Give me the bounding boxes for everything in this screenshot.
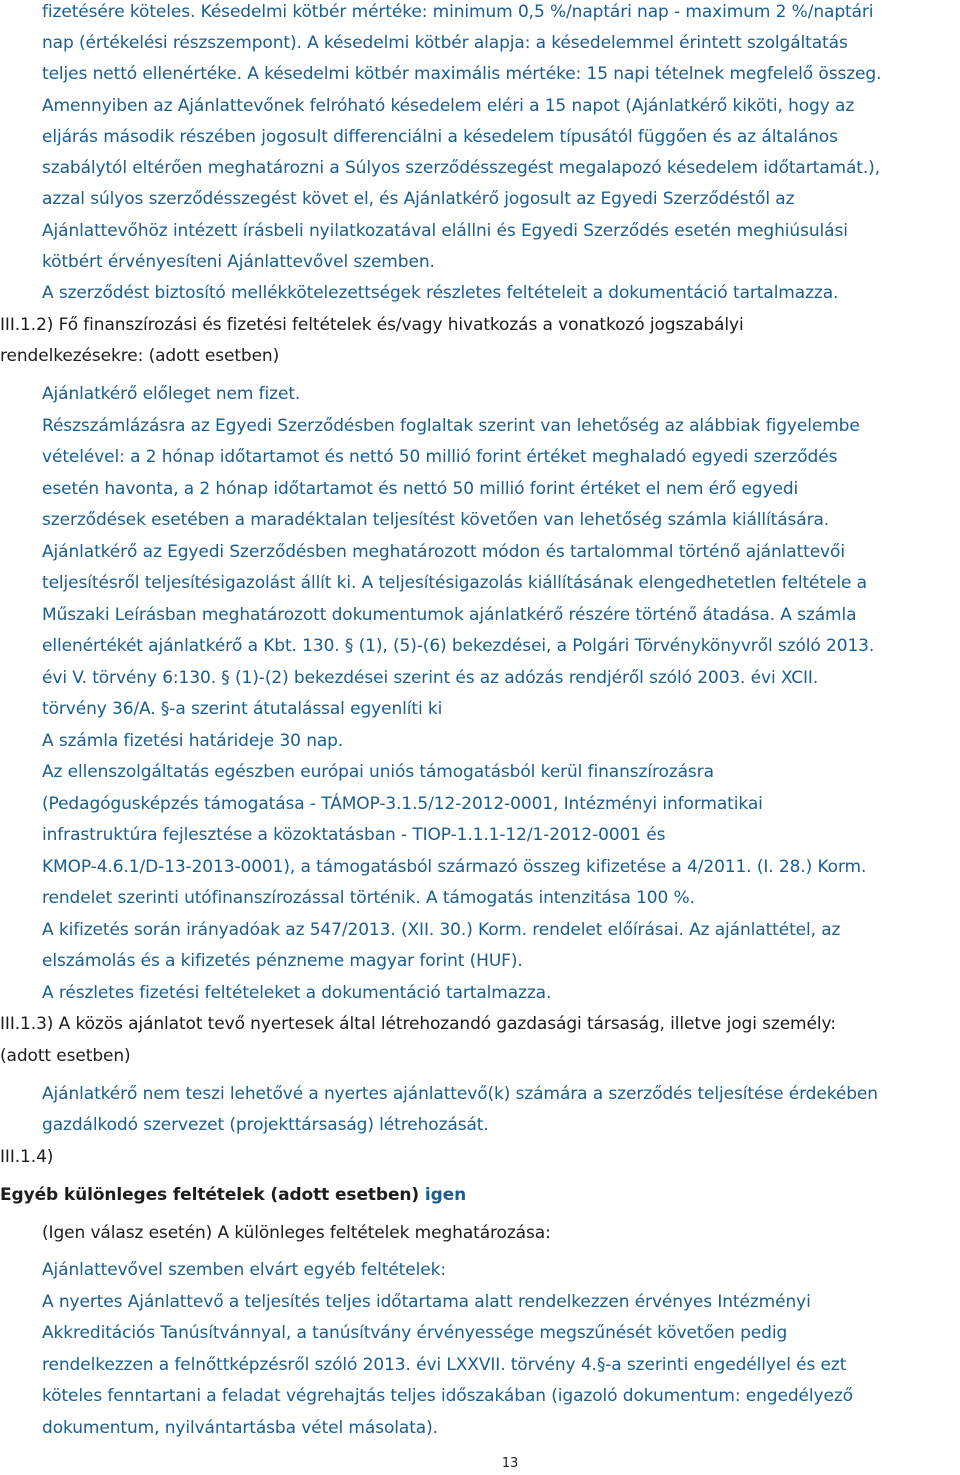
- body-text-line: Ajánlatkérő az Egyedi Szerződésben meghatározott módon és tartalommal történő ajánlattevői: [42, 542, 845, 562]
- body-text-line: teljesítésről teljesítésigazolást állít ki. A teljesítésigazolás kiállításának elengedhetetlen feltétele a: [42, 573, 867, 593]
- body-text-line: kötbért érvényesíteni Ajánlattevővel szemben.: [42, 252, 435, 272]
- body-text-line: infrastruktúra fejlesztése a közoktatásban - TIOP-1.1.1-12/1-2012-0001 és: [42, 825, 666, 845]
- section-heading-line: III.1.3) A közös ajánlatot tevő nyertesek által létrehozandó gazdasági társaság, illetve jogi személy:: [0, 1014, 836, 1034]
- body-text-line: teljes nettó ellenértéke. A késedelmi kötbér maximális mértéke: 15 napi tételnek megfelelő összeg.: [42, 64, 882, 84]
- body-text-line: fizetésére köteles. Késedelmi kötbér mértéke: minimum 0,5 %/naptári nap - maximum 2 %/naptári: [42, 2, 874, 22]
- body-text-line: esetén havonta, a 2 hónap időtartamot és nettó 50 millió forint értéket el nem érő egyedi: [42, 479, 799, 499]
- body-text-line: A kifizetés során irányadóak az 547/2013. (XII. 30.) Korm. rendelet előírásai. Az ajánlattétel, az: [42, 920, 841, 940]
- body-text-line: A szerződést biztosító mellékkötelezettségek részletes feltételeit a dokumentáció tartalmazza.: [42, 283, 839, 303]
- body-text-line: vételével: a 2 hónap időtartamot és nettó 50 millió forint értéket meghaladó egyedi szerződés: [42, 447, 838, 467]
- body-text-line: dokumentum, nyilvántartásba vétel másolata).: [42, 1418, 438, 1438]
- body-text-line: A nyertes Ajánlattevő a teljesítés teljes időtartama alatt rendelkezzen érvényes Intézményi: [42, 1292, 811, 1312]
- body-text-line: Amennyiben az Ajánlattevőnek felróható késedelem eléri a 15 napot (Ajánlatkérő kiköti, hogy az: [42, 96, 855, 116]
- body-text-line: Ajánlattevőhöz intézett írásbeli nyilatkozatával elállni és Egyedi Szerződés esetén meghiúsulási: [42, 221, 848, 241]
- body-text-line: azzal súlyos szerződésszegést követ el, és Ajánlatkérő jogosult az Egyedi Szerződéstől az: [42, 189, 795, 209]
- answer-value: igen: [419, 1185, 467, 1205]
- body-text-line: Ajánlattevővel szemben elvárt egyéb feltételek:: [42, 1260, 446, 1280]
- page-number: 13: [501, 1456, 519, 1471]
- body-text-line: nap (értékelési részszempont). A késedelmi kötbér alapja: a késedelemmel érintett szolgáltatás: [42, 33, 848, 53]
- body-text-line: Ajánlatkérő nem teszi lehetővé a nyertes ajánlattevő(k) számára a szerződés teljesítése érdekében: [42, 1084, 878, 1104]
- body-text-line: Az ellenszolgáltatás egészben európai uniós támogatásból kerül finanszírozásra: [42, 762, 714, 782]
- section-heading-line: III.1.2) Fő finanszírozási és fizetési feltételek és/vagy hivatkozás a vonatkozó jogszabályi: [0, 315, 744, 335]
- body-text-line: elszámolás és a kifizetés pénzneme magyar forint (HUF).: [42, 951, 523, 971]
- body-text-line: rendelet szerinti utófinanszírozással történik. A támogatás intenzitása 100 %.: [42, 888, 695, 908]
- section-heading-line: (adott esetben): [0, 1046, 131, 1066]
- body-text-line: (Pedagógusképzés támogatása - TÁMOP-3.1.5/12-2012-0001, Intézményi informatikai: [42, 794, 763, 814]
- body-text-line: KMOP-4.6.1/D-13-2013-0001), a támogatásból származó összeg kifizetése a 4/2011. (I. 28.) Korm.: [42, 857, 867, 877]
- body-text-line: Akkreditációs Tanúsítvánnyal, a tanúsítvány érvényessége megszűnését követően pedig: [42, 1323, 788, 1343]
- body-text-line: szerződések esetében a maradéktalan teljesítést követően van lehetőség számla kiállítására.: [42, 510, 830, 530]
- section-heading-line: Egyéb különleges feltételek (adott esetben) igen: [0, 1185, 467, 1205]
- body-text-line: szabálytól eltérően meghatározni a Súlyos szerződésszegést megalapozó késedelem időtartamát.),: [42, 158, 881, 178]
- body-text-line: gazdálkodó szervezet (projekttársaság) létrehozását.: [42, 1115, 489, 1135]
- body-text-line: eljárás második részében jogosult differenciálni a késedelem típusától függően és az általános: [42, 127, 838, 147]
- body-text-line: ellenértékét ajánlatkérő a Kbt. 130. § (1), (5)-(6) bekezdései, a Polgári Törvénykönyvről szóló 2013.: [42, 636, 875, 656]
- section-heading-line: III.1.4): [0, 1147, 54, 1167]
- body-text-line: Ajánlatkérő előleget nem fizet.: [42, 384, 301, 404]
- body-text-line: évi V. törvény 6:130. § (1)-(2) bekezdései szerint és az adózás rendjéről szóló 2003. évi XCII.: [42, 668, 819, 688]
- body-text-line: rendelkezzen a felnőttképzésről szóló 2013. évi LXXVII. törvény 4.§-a szerinti engedéllyel és ezt: [42, 1355, 847, 1375]
- body-text-line: A számla fizetési határideje 30 nap.: [42, 731, 344, 751]
- body-text-line: törvény 36/A. §-a szerint átutalással egyenlíti ki: [42, 699, 443, 719]
- body-text-line: Műszaki Leírásban meghatározott dokumentumok ajánlatkérő részére történő átadása. A számla: [42, 605, 857, 625]
- body-text-line: köteles fenntartani a feladat végrehajtás teljes időszakában (igazoló dokumentum: engedélyező: [42, 1386, 853, 1406]
- body-text-line: A részletes fizetési feltételeket a dokumentáció tartalmazza.: [42, 983, 552, 1003]
- body-text-line: (Igen válasz esetén) A különleges feltételek meghatározása:: [42, 1223, 551, 1243]
- section-heading-line: rendelkezésekre: (adott esetben): [0, 346, 280, 366]
- body-text-line: Részszámlázásra az Egyedi Szerződésben foglaltak szerint van lehetőség az alábbiak figyelembe: [42, 416, 860, 436]
